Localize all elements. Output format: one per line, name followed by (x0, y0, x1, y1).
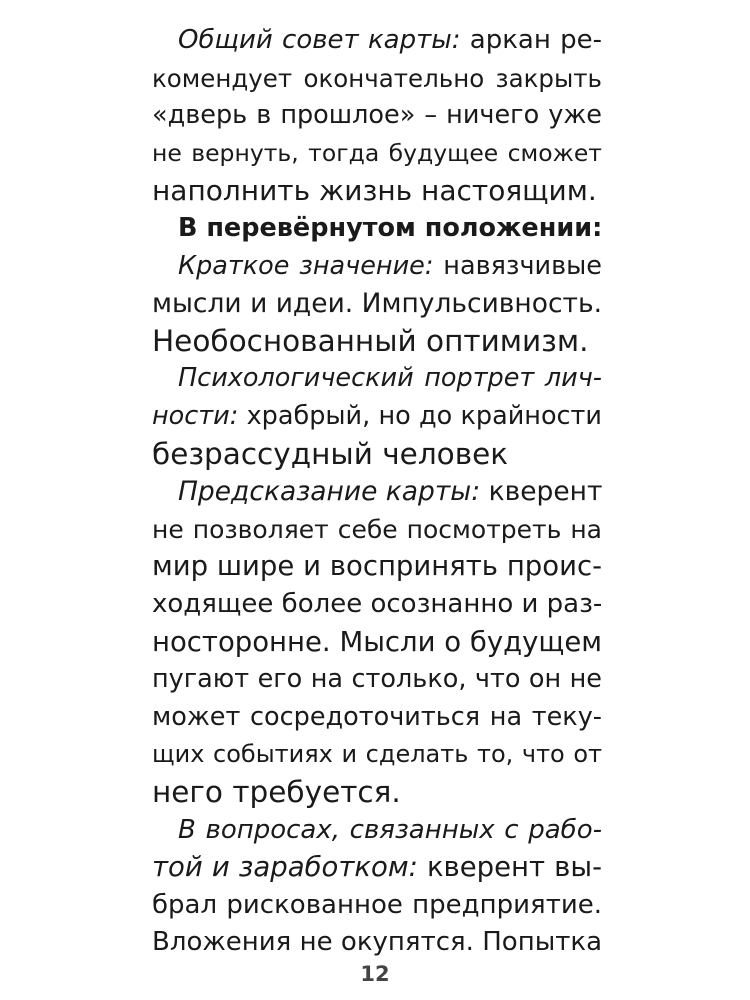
italic-term: В вопросах, связанных с рабо- (178, 814, 602, 845)
text-line (152, 436, 602, 473)
line-text: комендует окончательно закрыть (152, 63, 602, 93)
line-text: не вернуть, тогда будущее сможет (152, 138, 602, 167)
text-line (152, 398, 602, 435)
line-text: не позволяет себе посмотреть на (152, 514, 602, 544)
text-line (152, 323, 602, 360)
text-line (152, 812, 602, 849)
line-text: может сосредоточиться на теку- (152, 701, 602, 732)
text-line (152, 699, 602, 736)
italic-term: Краткое значение: (178, 250, 434, 281)
line-text: ходящее более осознанно и раз- (152, 589, 603, 619)
page-number: 12 (360, 962, 390, 986)
text-line (152, 135, 602, 172)
section-heading: В перевёрнутом положении: (178, 213, 603, 243)
text-line (152, 661, 602, 698)
text-line (152, 548, 602, 585)
line-text: наполнить жизнь настоящим. (152, 174, 597, 208)
italic-term: Общий совет карты: (178, 25, 461, 55)
line-text: мир шире и воспринять проис- (152, 550, 602, 583)
line-text: Необоснованный оптимизм. (152, 323, 589, 358)
line-text: щих событиях и сделать то, что от (152, 740, 602, 769)
italic-term: ности: (152, 401, 239, 431)
line-text: носторонне. Мысли о будущем (152, 625, 602, 658)
text-line (152, 924, 602, 961)
italic-term: Психологический портрет лич- (178, 363, 602, 394)
text-line (152, 624, 602, 661)
text-line (152, 774, 602, 811)
line-text: него требуется. (152, 775, 401, 809)
text-line (152, 285, 602, 322)
text-line (152, 60, 602, 97)
line-text: Вложения не окупятся. Попытка (152, 927, 602, 958)
line-text: мысли и идеи. Импульсивность. (152, 288, 603, 320)
text-line (152, 172, 602, 209)
italic-term: той и заработком: (152, 851, 418, 884)
text-line (152, 849, 602, 886)
line-text: аркан ре- (460, 25, 602, 55)
text-line (152, 97, 602, 134)
line-text: брал рискованное предприятие. (152, 889, 602, 920)
text-line (152, 586, 602, 623)
line-text: «дверь в прошлое» – ничего уже (152, 100, 602, 131)
line-text: храбрый, но до крайности (238, 401, 602, 431)
text-line (152, 360, 602, 397)
line-text: безрассудный человек (152, 436, 509, 471)
text-line (152, 736, 602, 773)
text-line (152, 511, 602, 548)
line-text: кверент (480, 476, 603, 508)
line-text: навязчивые (433, 250, 602, 281)
text-line (152, 473, 602, 510)
text-line (152, 248, 602, 285)
text-line (152, 22, 602, 59)
line-text: кверент вы- (417, 851, 603, 884)
text-line (152, 887, 602, 924)
italic-term: Предсказание карты: (178, 476, 481, 508)
line-text: пугают его на столько, что он не (152, 664, 602, 695)
